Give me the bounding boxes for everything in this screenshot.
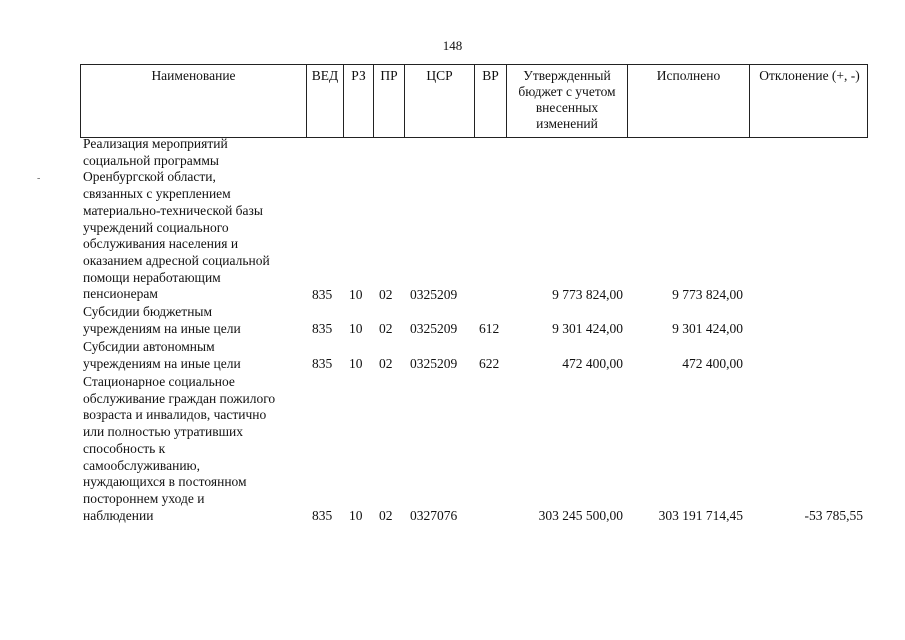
row-executed: 9 773 824,00 bbox=[672, 287, 743, 302]
header-name: Наименование bbox=[151, 68, 236, 83]
row-name: Стационарное социальное обслуживание граждан пожилого возраста и инвалидов, частично или полностью утративших способность к самообслуживанию, нуждающихся в постоянном постороннем уходе и наблюдении bbox=[83, 374, 276, 523]
row-approved: 303 245 500,00 bbox=[538, 508, 623, 523]
row-ved: 835 bbox=[312, 321, 333, 336]
row-ved: 835 bbox=[312, 356, 333, 371]
table-header bbox=[80, 64, 868, 138]
row-rz: 10 bbox=[349, 356, 363, 371]
header-pr: ПР bbox=[373, 65, 404, 137]
row-executed: 303 191 714,45 bbox=[658, 508, 743, 523]
row-csr: 0325209 bbox=[410, 356, 458, 371]
header-rz: РЗ bbox=[343, 65, 373, 137]
row-csr: 0327076 bbox=[410, 508, 458, 523]
row-rz: 10 bbox=[349, 508, 363, 523]
header-approved: Утвержденный бюджет с учетом внесенных изменений bbox=[506, 65, 627, 137]
row-name: Субсидии автономным учреждениям на иные цели bbox=[83, 339, 241, 371]
header-executed: Исполнено bbox=[627, 65, 749, 137]
row-approved: 9 301 424,00 bbox=[552, 321, 623, 336]
row-ved: 835 bbox=[312, 287, 333, 302]
row-approved: 9 773 824,00 bbox=[552, 287, 623, 302]
row-name: Реализация мероприятий социальной программы Оренбургской области, связанных с укреплением материально-технической базы учреждений социального обслуживания населения и оказанием адресной социальной помощи неработающим пенсионерам bbox=[83, 136, 270, 302]
header-deviation: Отклонение (+, -) bbox=[749, 65, 869, 137]
row-ved: 835 bbox=[312, 508, 333, 523]
row-vr: 612 bbox=[479, 321, 500, 336]
row-pr: 02 bbox=[379, 321, 393, 336]
row-rz: 10 bbox=[349, 321, 363, 336]
header-ved: ВЕД bbox=[306, 65, 343, 137]
header-csr: ЦСР bbox=[404, 65, 474, 137]
row-name: Субсидии бюджетным учреждениям на иные цели bbox=[83, 304, 241, 336]
row-pr: 02 bbox=[379, 508, 393, 523]
row-pr: 02 bbox=[379, 356, 393, 371]
row-pr: 02 bbox=[379, 287, 393, 302]
row-vr: 622 bbox=[479, 356, 500, 371]
row-csr: 0325209 bbox=[410, 321, 458, 336]
stray-mark: - bbox=[37, 173, 41, 184]
row-csr: 0325209 bbox=[410, 287, 458, 302]
row-executed: 9 301 424,00 bbox=[672, 321, 743, 336]
row-executed: 472 400,00 bbox=[682, 356, 743, 371]
row-rz: 10 bbox=[349, 287, 363, 302]
row-deviation: -53 785,55 bbox=[804, 508, 863, 523]
row-approved: 472 400,00 bbox=[562, 356, 623, 371]
page-number: 148 bbox=[442, 38, 463, 53]
header-vr: ВР bbox=[474, 65, 506, 137]
